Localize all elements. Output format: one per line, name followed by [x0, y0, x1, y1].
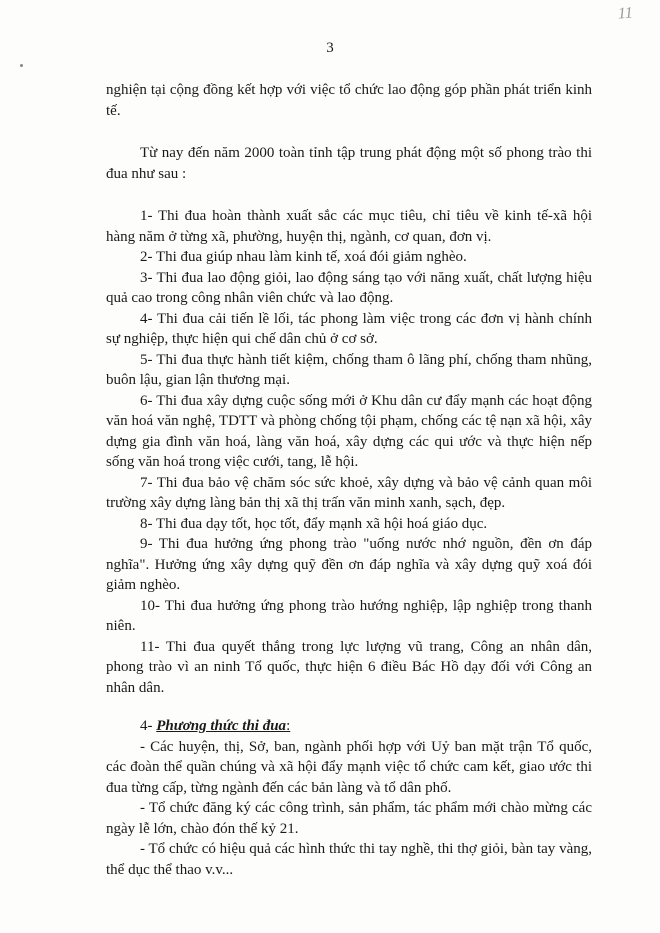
- continuation-paragraph: nghiện tại cộng đồng kết hợp với việc tổ chức lao động góp phần phát triển kinh tế.: [106, 82, 592, 119]
- list-item: 6- Thi đua xây dựng cuộc sống mới ở Khu dân cư đẩy mạnh các hoạt động văn hoá văn nghệ, TDTT và phòng chống tội phạm, chống các tệ nạn xã hội, xây dựng gia đình văn hoá, làng văn hoá, xây dựng các qui ước và thực hiện nếp sống văn hoá trong việc cưới, tang, lễ hội.: [106, 392, 592, 470]
- handwritten-page-mark: 11: [617, 4, 634, 23]
- list-item: 4- Thi đua cải tiến lề lối, tác phong làm việc trong các đơn vị hành chính sự nghiệp, thực hiện qui chế dân chủ ở cơ sở.: [106, 310, 592, 347]
- section-number: 4-: [140, 718, 157, 734]
- section-colon: :: [286, 718, 291, 734]
- list-item: 10- Thi đua hưởng ứng phong trào hướng nghiệp, lập nghiệp trong thanh niên.: [106, 597, 592, 634]
- section-heading: [106, 716, 592, 737]
- list-item: - Tổ chức có hiệu quả các hình thức thi tay nghề, thi thợ giỏi, bàn tay vàng, thể dục thể thao v.v...: [106, 841, 592, 878]
- list-item: 8- Thi đua dạy tốt, học tốt, đẩy mạnh xã hội hoá giáo dục.: [140, 515, 488, 532]
- movement-list: [106, 206, 592, 698]
- scan-speck: [20, 64, 23, 67]
- list-item: 1- Thi đua hoàn thành xuất sắc các mục tiêu, chỉ tiêu về kinh tế-xã hội hàng năm ở từng xã, phường, huyện thị, ngành, cơ quan, đơn vị.: [106, 208, 592, 245]
- list-item: 5- Thi đua thực hành tiết kiệm, chống tham ô lãng phí, chống tham nhũng, buôn lậu, gian lận thương mại.: [106, 351, 592, 388]
- page-number: 3: [326, 40, 334, 56]
- list-item: - Tổ chức đăng ký các công trình, sản phẩm, tác phẩm mới chào mừng các ngày lễ lớn, chào đón thế kỷ 21.: [106, 800, 592, 837]
- section-title: Phương thức thi đua: [156, 718, 287, 734]
- list-item: 2- Thi đua giúp nhau làm kinh tế, xoá đói giảm nghèo.: [140, 249, 467, 265]
- list-item: 3- Thi đua lao động giỏi, lao động sáng tạo với năng xuất, chất lượng hiệu quả cao trong công nhân viên chức và lao động.: [106, 269, 592, 306]
- list-item: 9- Thi đua hưởng ứng phong trào "uống nước nhớ nguồn, đền ơn đáp nghĩa". Hưởng ứng xây dựng quỹ đền ơn đáp nghĩa và xây dựng quỹ xoá đói giảm nghèo.: [106, 536, 592, 593]
- list-item: 7- Thi đua bảo vệ chăm sóc sức khoẻ, xây dựng và bảo vệ cảnh quan môi trường xây dựng làng bản thị xã thị trấn văn minh xanh, sạch, đẹp.: [106, 474, 592, 511]
- method-list: [106, 737, 592, 881]
- document-body: [106, 80, 592, 880]
- list-item: - Các huyện, thị, Sở, ban, ngành phối hợp với Uỷ ban mặt trận Tổ quốc, các đoàn thể quần chúng và xã hội đẩy mạnh việc tổ chức cam kết, giao ước thi đua từng cấp, từng ngành đến các bản làng và tổ dân phố.: [106, 738, 592, 796]
- list-item: 11- Thi đua quyết thắng trong lực lượng vũ trang, Công an nhân dân, phong trào vì an ninh Tổ quốc, thực hiện 6 điều Bác Hồ dạy đối với Công an nhân dân.: [106, 638, 592, 696]
- intro-paragraph: Từ nay đến năm 2000 toàn tỉnh tập trung phát động một số phong trào thi đua như sau :: [106, 145, 592, 182]
